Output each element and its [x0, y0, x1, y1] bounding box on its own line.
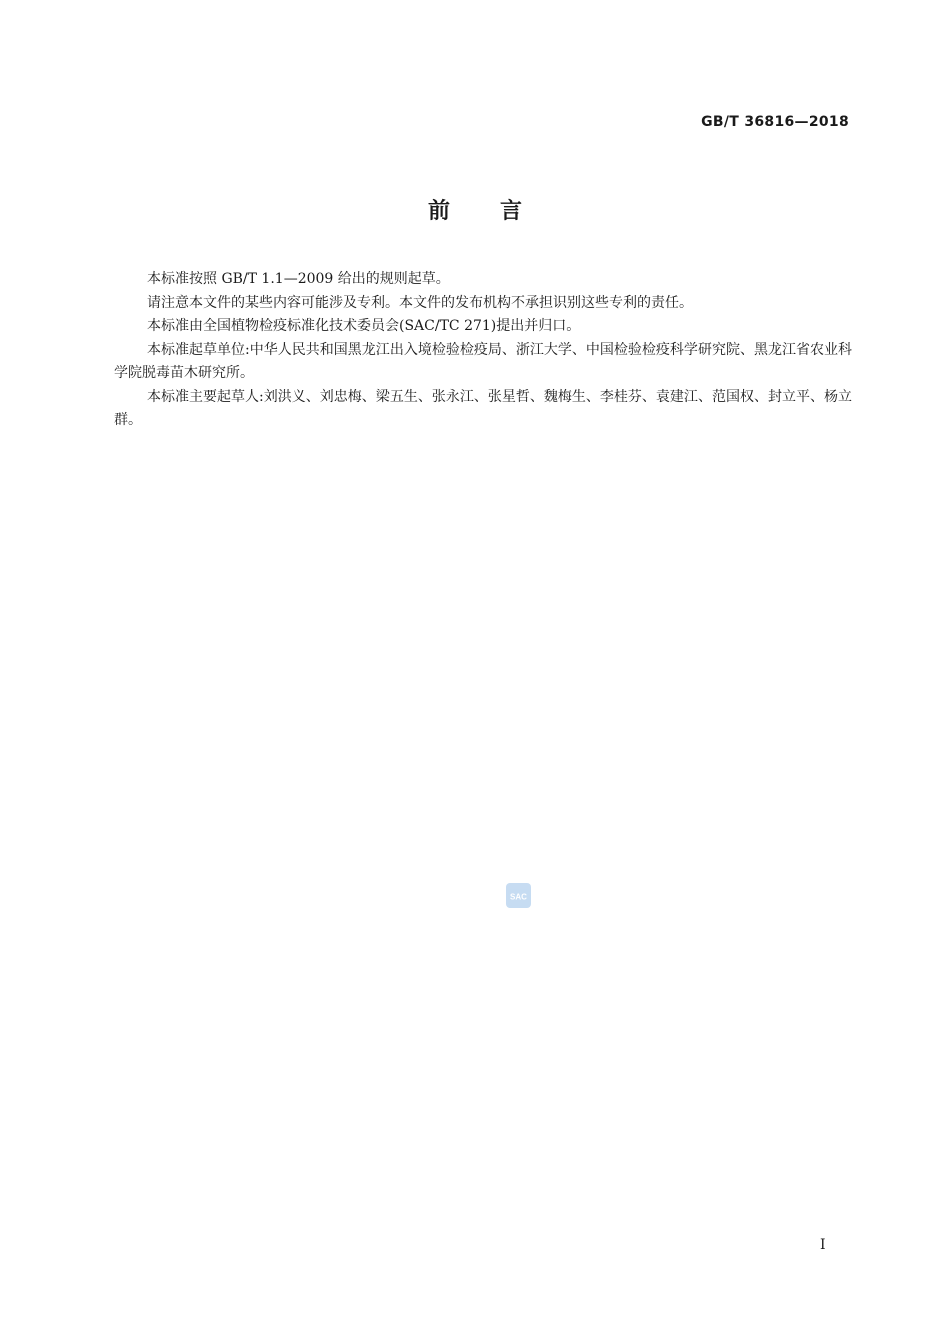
- sac-logo-icon: [506, 883, 531, 908]
- paragraph-drafting-rules: 本标准按照 GB/T 1.1—2009 给出的规则起草。: [147, 271, 450, 287]
- sac-logo-mark: [508, 890, 529, 902]
- paragraph-drafting-units: 本标准起草单位:中华人民共和国黑龙江出入境检验检疫局、浙江大学、中国检验检疫科学研究院、黑龙江省农业科学院脱毒苗木研究所。: [114, 341, 852, 381]
- paragraph-proposer: 本标准由全国植物检疫标准化技术委员会(SAC/TC 271)提出并归口。: [147, 318, 581, 334]
- page-number: I: [820, 1237, 826, 1253]
- page-title: 前言: [427, 199, 572, 224]
- foreword-body: [114, 268, 852, 433]
- standard-code: GB/T 36816—2018: [701, 114, 849, 130]
- paragraph-patent-notice: 请注意本文件的某些内容可能涉及专利。本文件的发布机构不承担识别这些专利的责任。: [147, 294, 693, 311]
- watermark-text: SAC: [510, 892, 527, 901]
- paragraph-drafters: 本标准主要起草人:刘洪义、刘忠梅、梁五生、张永江、张星哲、魏梅生、李桂芬、袁建江、范国权、封立平、杨立群。: [114, 388, 852, 428]
